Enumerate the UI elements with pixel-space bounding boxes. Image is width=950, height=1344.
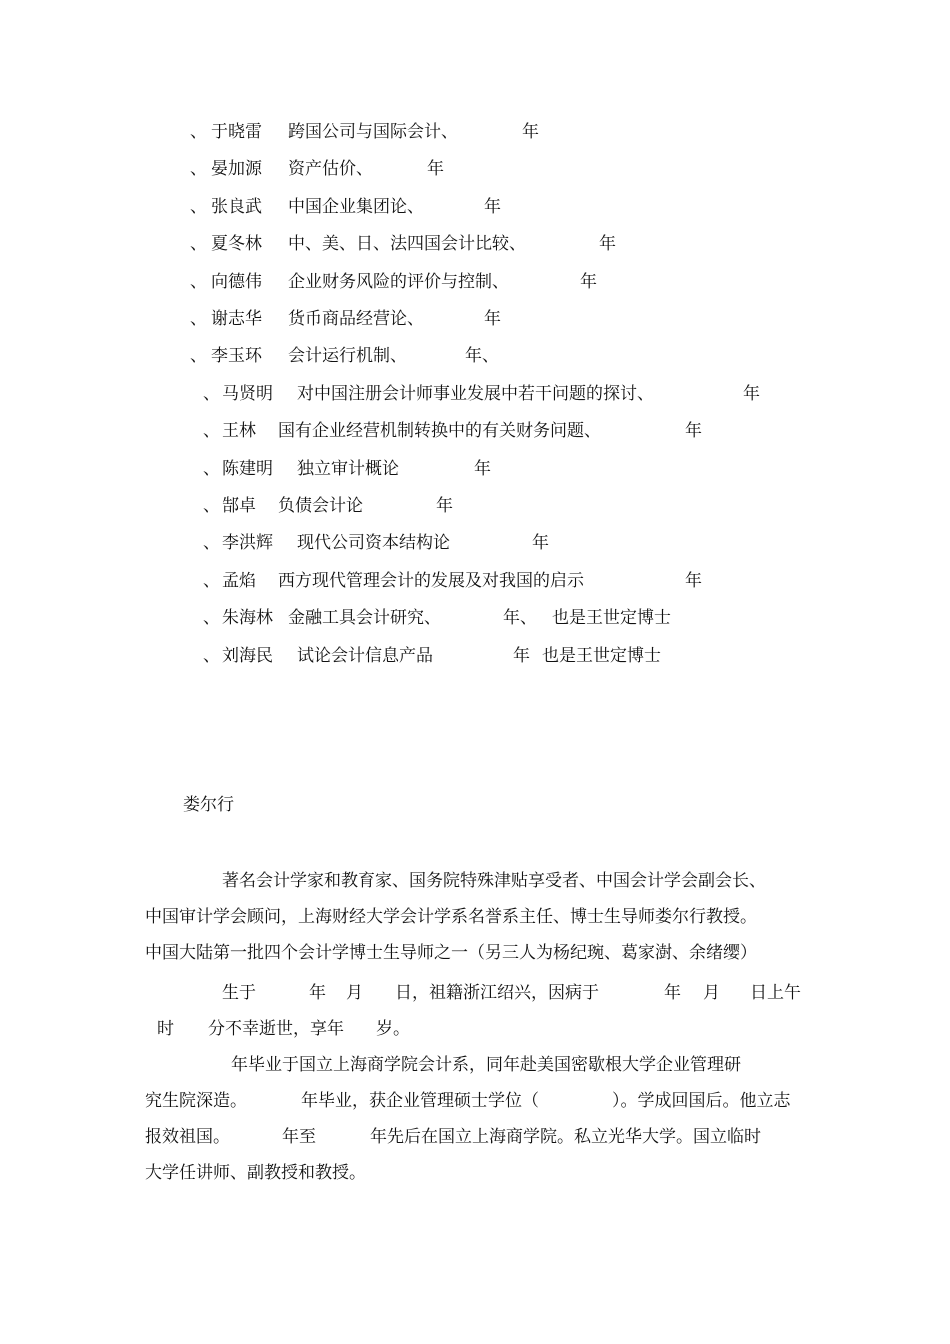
list-item <box>0 269 950 295</box>
thesis-title: 国有企业经营机制转换中的有关财务问题、 <box>278 421 601 442</box>
item-prefix: 、 <box>190 346 207 367</box>
item-prefix: 、 <box>190 122 207 142</box>
thesis-year: 年 <box>685 570 702 591</box>
item-prefix: 、 <box>190 196 207 217</box>
student-name: 张良武 <box>211 196 262 217</box>
thesis-title: 现代公司资本结构论 <box>297 533 450 554</box>
thesis-title: 负债会计论 <box>278 496 363 516</box>
paragraph-line <box>0 1124 950 1150</box>
list-item <box>0 605 950 631</box>
student-name: 朱海林 <box>222 608 273 629</box>
student-name: 孟焰 <box>222 570 256 591</box>
list-item <box>0 306 950 332</box>
text-fragment: 岁。 <box>376 1019 410 1039</box>
text-fragment: ）。学成回国后。他立志 <box>612 1091 791 1111</box>
paragraph-line: 中国大陆第一批四个会计学博士生导师之一（另三人为杨纪琬、葛家澍、余绪缨） <box>145 943 757 963</box>
thesis-title: 资产估价、 <box>288 159 373 180</box>
thesis-year: 年 <box>474 458 491 479</box>
list-item <box>0 381 950 407</box>
text-fragment: 究生院深造。 <box>145 1091 247 1111</box>
item-prefix: 、 <box>203 421 220 442</box>
list-item <box>0 231 950 257</box>
thesis-year: 年 <box>427 159 444 180</box>
paragraph-line: 年毕业于国立上海商学院会计系，同年赴美国密歇根大学企业管理研 <box>231 1055 741 1075</box>
list-item <box>0 194 950 220</box>
text-fragment: 月 <box>346 983 363 1003</box>
thesis-title: 中、美、日、法四国会计比较、 <box>288 234 526 255</box>
list-item <box>0 530 950 556</box>
thesis-year: 年 <box>513 645 530 666</box>
student-name: 王林 <box>222 421 256 442</box>
item-prefix: 、 <box>203 645 220 666</box>
list-item <box>0 568 950 594</box>
thesis-title: 企业财务风险的评价与控制、 <box>288 271 509 292</box>
list-item <box>0 343 950 369</box>
paragraph-line <box>0 980 950 1006</box>
text-fragment: 年先后在国立上海商学院。私立光华大学。国立临时 <box>370 1127 761 1147</box>
thesis-year: 年 <box>532 533 549 554</box>
text-fragment: 年 <box>664 983 681 1003</box>
list-item <box>0 643 950 669</box>
thesis-year: 年 <box>743 383 760 404</box>
thesis-year: 年 <box>436 496 453 516</box>
item-prefix: 、 <box>203 533 220 554</box>
text-fragment: 年至 <box>282 1127 316 1147</box>
thesis-title: 西方现代管理会计的发展及对我国的启示 <box>278 570 584 591</box>
student-name: 刘海民 <box>222 645 273 666</box>
text-fragment: 分不幸逝世，享年 <box>208 1019 344 1039</box>
text-fragment: 日，祖籍浙江绍兴，因病于 <box>395 983 599 1003</box>
student-name: 于晓雷 <box>211 122 262 142</box>
text-fragment: 年 <box>309 983 326 1003</box>
student-name: 晏加源 <box>211 159 262 180</box>
thesis-year: 年 <box>522 122 539 142</box>
thesis-title: 对中国注册会计师事业发展中若干问题的探讨、 <box>297 383 654 404</box>
text-fragment: 时 <box>157 1019 174 1039</box>
thesis-year: 年 <box>580 271 597 292</box>
advisor-note: 也是王世定博士 <box>542 645 661 666</box>
text-fragment: 日上午 <box>750 983 801 1003</box>
thesis-title: 试论会计信息产品 <box>297 645 433 666</box>
list-item <box>0 119 950 145</box>
thesis-title: 金融工具会计研究、 <box>288 608 441 629</box>
thesis-title: 中国企业集团论、 <box>288 196 424 217</box>
item-prefix: 、 <box>190 271 207 292</box>
student-name: 郜卓 <box>222 496 256 516</box>
paragraph-line <box>0 1088 950 1114</box>
student-name: 李玉环 <box>211 346 262 367</box>
list-item <box>0 493 950 519</box>
item-prefix: 、 <box>203 458 220 479</box>
thesis-title: 独立审计概论 <box>297 458 399 479</box>
student-name: 夏冬林 <box>211 234 262 255</box>
paragraph-line <box>0 1016 950 1042</box>
item-prefix: 、 <box>203 570 220 591</box>
text-fragment: 月 <box>703 983 720 1003</box>
text-fragment: 报效祖国。 <box>145 1127 230 1147</box>
student-name: 向德伟 <box>211 271 262 292</box>
list-item <box>0 156 950 182</box>
item-prefix: 、 <box>203 383 220 404</box>
list-item <box>0 418 950 444</box>
item-prefix: 、 <box>203 608 220 629</box>
advisor-note: 也是王世定博士 <box>552 608 671 629</box>
student-name: 谢志华 <box>211 309 262 329</box>
thesis-title: 跨国公司与国际会计、 <box>288 122 458 142</box>
thesis-year: 年、 <box>465 346 499 367</box>
list-item <box>0 456 950 482</box>
item-prefix: 、 <box>190 309 207 329</box>
text-fragment: 年毕业，获企业管理硕士学位（ <box>301 1091 539 1111</box>
student-name: 马贤明 <box>222 383 273 404</box>
text-fragment: 生于 <box>222 983 256 1003</box>
item-prefix: 、 <box>190 159 207 180</box>
thesis-title: 会计运行机制、 <box>288 346 407 367</box>
thesis-title: 货币商品经营论、 <box>288 309 424 329</box>
item-prefix: 、 <box>190 234 207 255</box>
thesis-year: 年 <box>599 234 616 255</box>
thesis-year: 年、 <box>503 608 537 629</box>
paragraph-line: 中国审计学会顾问，上海财经大学会计学系名誉系主任、博士生导师娄尔行教授。 <box>145 907 757 927</box>
student-name: 李洪辉 <box>222 533 273 554</box>
paragraph-line: 大学任讲师、副教授和教授。 <box>145 1163 366 1183</box>
thesis-year: 年 <box>484 196 501 217</box>
student-name: 陈建明 <box>222 458 273 479</box>
thesis-year: 年 <box>484 309 501 329</box>
thesis-year: 年 <box>685 421 702 442</box>
item-prefix: 、 <box>203 496 220 516</box>
paragraph-line: 著名会计学家和教育家、国务院特殊津贴享受者、中国会计学会副会长、 <box>222 871 766 891</box>
section-heading: 娄尔行 <box>183 795 234 815</box>
